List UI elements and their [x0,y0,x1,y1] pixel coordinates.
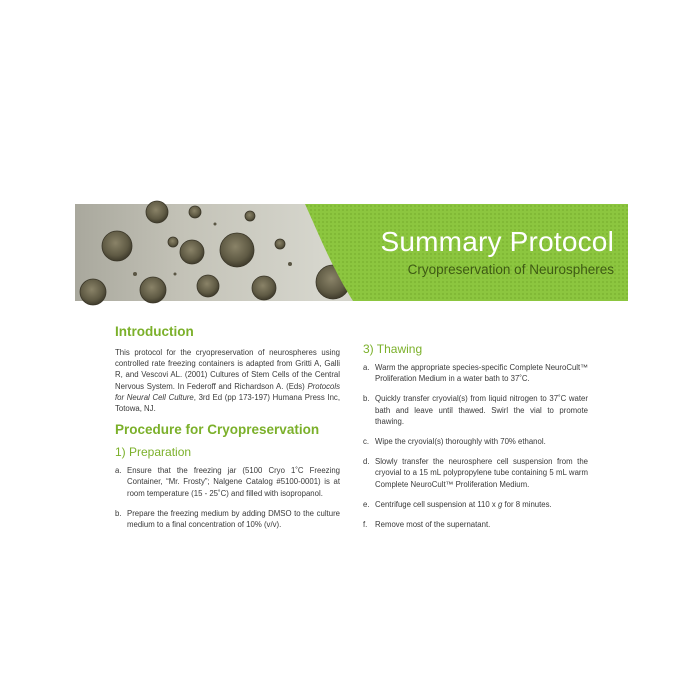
page-title: Summary Protocol [380,226,614,257]
introduction-heading: Introduction [115,324,194,339]
list-item: e. Centrifuge cell suspension at 110 x g for 8 minutes. [363,499,552,509]
procedure-heading: Procedure for Cryopreservation [115,422,320,438]
thawing-heading: 3) Thawing [363,342,423,356]
list-item: b. Prepare the freezing medium by adding DMSO to the culture medium to a final concentration of 10% (v/v). [115,508,340,530]
right-column [363,318,588,539]
left-column [115,318,340,530]
thawing-list [363,362,588,530]
list-item: c. Wipe the cryovial(s) thoroughly with 70% ethanol. [363,437,546,447]
preparation-heading: 1) Preparation [115,445,192,460]
list-item: b. Quickly transfer cryovial(s) from liquid nitrogen to 37˚C water bath and leave until thawed. Swirl the vial to promote thawing. [363,394,588,426]
introduction-paragraph: This protocol for the cryopreservation of neurospheres using controlled rate freezing containers is adapted from Gritti A, Galli R, and Vescovi AL. (2001) Cultures of Stem Cells of the Central Nervous System. In Federoff and Richardson A. (Eds) Protocols for Neural Cell Culture, 3rd Ed (pp 173-197) Humana Press Inc, Totowa, NJ. [115,348,340,414]
list-item: a. Warm the appropriate species-specific Complete NeuroCult™ Proliferation Medium in a water bath to 37˚C. [363,363,588,384]
page-subtitle: Cryopreservation of Neurospheres [407,262,614,277]
list-item: d. Slowly transfer the neurosphere cell suspension from the cryovial to a 15 mL polypropylene tube containing 5 mL warm Complete NeuroCult™ Proliferation Medium. [363,457,588,489]
preparation-list [115,465,340,530]
list-item: f. Remove most of the supernatant. [363,520,491,530]
header-banner [75,204,628,301]
list-item: a. Ensure that the freezing jar (5100 Cryo 1˚C Freezing Container, “Mr. Frosty”; Nalgene Catalog #5100-0001) is at room temperature (15 - 25˚C) and filled with isopropanol. [115,466,340,498]
